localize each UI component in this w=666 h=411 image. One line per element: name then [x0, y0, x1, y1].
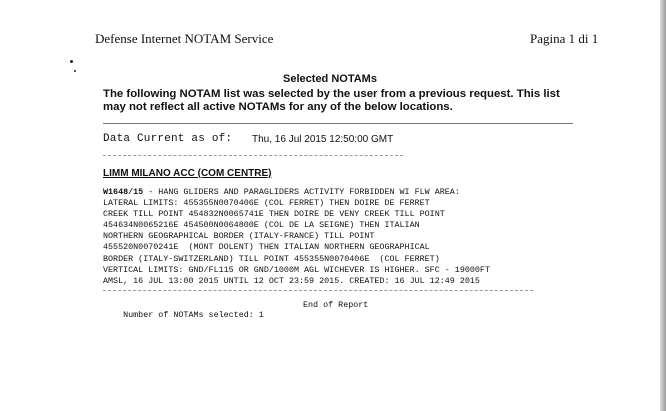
data-current-value: Thu, 16 Jul 2015 12:50:00 GMT — [252, 134, 394, 145]
notam-id: W1648/15 — [103, 187, 144, 197]
intro-text: The following NOTAM list was selected by the user from a previous request. This list may not reflect all active NOTAMs for any of the below locations. — [103, 88, 560, 113]
notam-line-1: - HANG GLIDERS AND PARAGLIDERS ACTIVITY FORBIDDEN WI FLW AREA: — [143, 187, 460, 197]
notam-text — [103, 187, 543, 287]
page-title: Selected NOTAMs — [283, 73, 377, 85]
notam-count: Number of NOTAMs selected: 1 — [123, 310, 264, 320]
data-current-label: Data Current as of: — [103, 133, 233, 145]
service-name: Defense Internet NOTAM Service — [95, 31, 274, 46]
summary-row — [103, 300, 369, 340]
notam-line-2: LATERAL LIMITS: 455355N0070406E (COL FERRET) THEN DOIRE DE FERRET — [103, 198, 430, 209]
notam-line-9: AMSL, 16 JUL 13:00 2015 UNTIL 12 OCT 23:59 2015. CREATED: 16 JUL 12:49 2015 — [103, 275, 480, 286]
notam-line-6: 455520N0070241E (MONT DOLENT) THEN ITALIAN NORTHERN GEOGRAPHICAL — [103, 242, 430, 253]
divider-bottom — [103, 290, 533, 291]
divider-top — [103, 123, 573, 124]
page-indicator: Pagina 1 di 1 — [530, 31, 599, 46]
scan-speck — [74, 70, 76, 72]
end-of-report: End of Report — [303, 300, 369, 310]
page-edge-shadow — [660, 0, 666, 411]
notam-line-8: VERTICAL LIMITS: GND/FL115 OR GND/1000M AGL WICHEVER IS HIGHER. SFC - 19000FT — [103, 264, 490, 275]
notam-line-3: CREEK TILL POINT 454832N0065741E THEN DOIRE DE VENY CREEK TILL POINT — [103, 209, 445, 220]
notam-line-5: NORTHERN GEOGRAPHICAL BORDER (ITALY-FRANCE) TILL POINT — [103, 231, 375, 242]
notam-line-7: BORDER (ITALY-SWITZERLAND) TILL POINT 455355N0070406E (COL FERRET) — [103, 253, 440, 264]
divider-middle — [103, 155, 403, 156]
scan-speck — [70, 60, 73, 63]
location-heading: LIMM MILANO ACC (COM CENTRE) — [103, 168, 272, 179]
notam-line-4: 454634N0065216E 454500N0064800E (COL DE LA SEIGNE) THEN ITALIAN — [103, 220, 420, 231]
